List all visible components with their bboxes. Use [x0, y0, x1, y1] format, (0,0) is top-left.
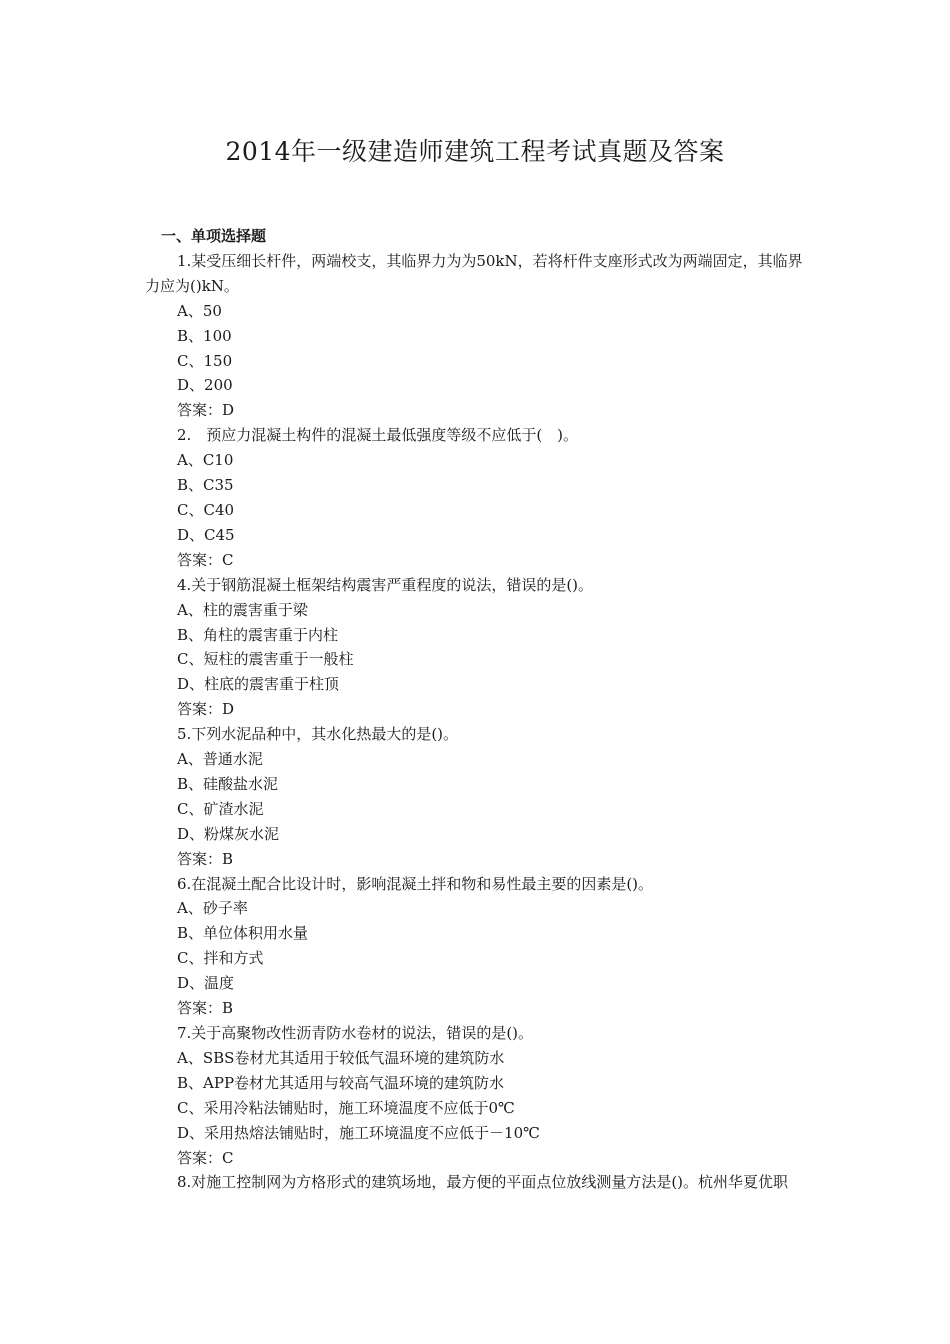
question-text: 7.关于高聚物改性沥青防水卷材的说法，错误的是()。	[177, 1024, 534, 1042]
answer-option: B、100	[177, 326, 232, 345]
answer-option: A、柱的震害重于梁	[177, 600, 308, 619]
answer-option: D、C45	[177, 525, 235, 544]
document-title: 2014年一级建造师建筑工程考试真题及答案	[225, 137, 725, 166]
answer-option: D、粉煤灰水泥	[177, 824, 280, 843]
answer-option: B、C35	[177, 476, 234, 495]
answer-option: C、拌和方式	[177, 949, 264, 968]
answer-option: A、砂子率	[177, 899, 248, 918]
answer-option: B、硅酸盐水泥	[177, 774, 279, 793]
answer-key: 答案：D	[177, 700, 235, 719]
answer-option: C、短柱的震害重于一般柱	[177, 650, 354, 669]
answer-option: D、200	[177, 376, 233, 395]
answer-option: A、C10	[177, 451, 234, 470]
question-text: 6.在混凝土配合比设计时，影响混凝土拌和物和易性最主要的因素是()。	[177, 874, 654, 893]
answer-key: 答案：C	[177, 1148, 234, 1167]
question-text: 2. 预应力混凝土构件的混凝土最低强度等级不应低于( )。	[177, 426, 579, 445]
answer-option: C、矿渣水泥	[177, 799, 264, 818]
answer-key: 答案：D	[177, 401, 235, 420]
answer-option: A、50	[177, 301, 222, 320]
question-text: 8.对施工控制网为方格形式的建筑场地，最方便的平面点位放线测量方法是()。杭州华夏优职	[177, 1173, 789, 1192]
question-list	[145, 249, 810, 1195]
question-text: 1.某受压细长杆件，两端校支，其临界力为为50kN，若将杆件支座形式改为两端固定，其临界力应为()kN。	[145, 251, 803, 295]
answer-key: 答案：C	[177, 550, 234, 569]
answer-option: C、C40	[177, 500, 235, 519]
answer-option: A、普通水泥	[177, 750, 263, 769]
answer-key: 答案：B	[177, 849, 234, 868]
answer-option: B、角柱的震害重于内柱	[177, 625, 339, 644]
document-body	[145, 224, 810, 1195]
answer-option: D、柱底的震害重于柱顶	[177, 675, 340, 694]
answer-option: A、SBS卷材尤其适用于较低气温环境的建筑防水	[177, 1048, 505, 1067]
answer-option: C、采用冷粘法铺贴时，施工环境温度不应低于0℃	[177, 1098, 515, 1117]
question-text: 5.下列水泥品种中，其水化热最大的是()。	[177, 725, 459, 744]
answer-option: B、单位体积用水量	[177, 924, 309, 943]
answer-key: 答案：B	[177, 999, 234, 1018]
answer-option: D、采用热熔法铺贴时，施工环境温度不应低于－10℃	[177, 1123, 540, 1142]
answer-option: C、150	[177, 351, 233, 370]
answer-option: B、APP卷材尤其适用与较高气温环境的建筑防水	[177, 1073, 505, 1092]
section-heading: 一、单项选择题	[161, 227, 267, 245]
question-text: 4.关于钢筋混凝土框架结构震害严重程度的说法，错误的是()。	[177, 575, 594, 594]
answer-option: D、温度	[177, 974, 235, 993]
